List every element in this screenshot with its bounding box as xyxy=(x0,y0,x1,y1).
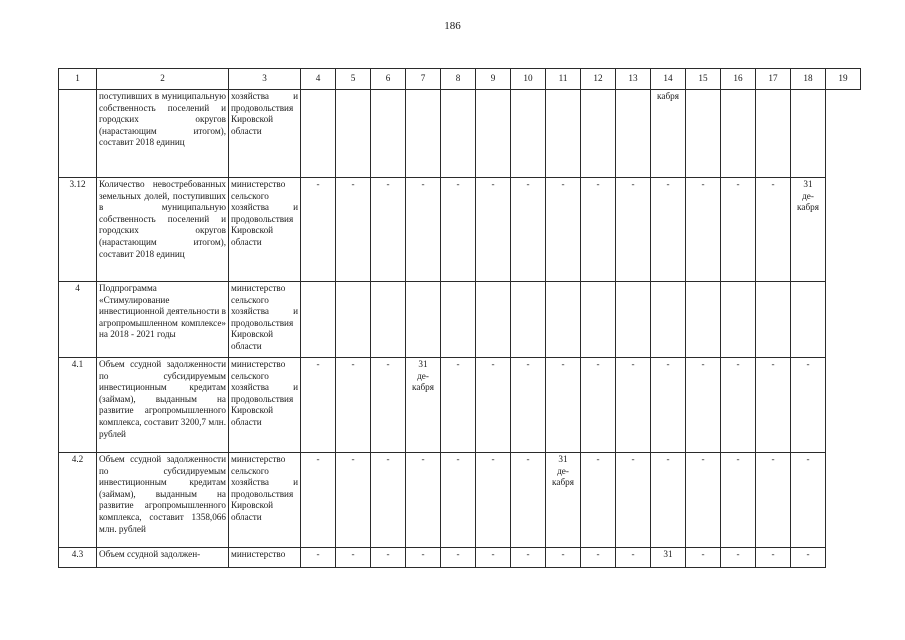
header-cell-7: 7 xyxy=(406,69,441,90)
month-cell-11: - xyxy=(546,358,581,453)
month-cell-5: - xyxy=(336,453,371,548)
month-cell-18: - xyxy=(791,548,826,568)
responsible-cell: министерство сельского хозяйства и продовольствия Кировской области xyxy=(229,358,301,453)
month-cell-15: - xyxy=(686,548,721,568)
header-cell-5: 5 xyxy=(336,69,371,90)
month-cell-16: - xyxy=(721,178,756,282)
header-cell-1: 1 xyxy=(59,69,97,90)
month-cell-7: - xyxy=(406,548,441,568)
row-number-cell: 4 xyxy=(59,282,97,358)
plan-table xyxy=(58,68,861,568)
month-cell-6 xyxy=(371,282,406,358)
month-cell-12: - xyxy=(581,453,616,548)
month-cell-5 xyxy=(336,282,371,358)
month-cell-11: 31 де- кабря xyxy=(546,453,581,548)
table-row xyxy=(59,90,861,178)
table-row xyxy=(59,548,861,568)
header-cell-11: 11 xyxy=(546,69,581,90)
page-number: 186 xyxy=(444,20,461,32)
responsible-cell: министерство сельского хозяйства и продовольствия Кировской области xyxy=(229,282,301,358)
month-cell-11 xyxy=(546,90,581,178)
month-cell-18: 31 де- кабря xyxy=(791,178,826,282)
month-cell-14: 31 xyxy=(651,548,686,568)
month-cell-11 xyxy=(546,282,581,358)
month-cell-8: - xyxy=(441,358,476,453)
responsible-cell: министерство xyxy=(229,548,301,568)
month-cell-9 xyxy=(476,282,511,358)
row-number-cell: 4.3 xyxy=(59,548,97,568)
month-cell-8 xyxy=(441,90,476,178)
table-row xyxy=(59,178,861,282)
description-cell: Количество невостребованных земельных долей, поступивших в муниципальную собственность поселений и городских округов (нарастающим итогом), составит 2018 единиц xyxy=(97,178,229,282)
month-cell-4 xyxy=(301,90,336,178)
month-cell-7: - xyxy=(406,178,441,282)
month-cell-10: - xyxy=(511,453,546,548)
month-cell-11: - xyxy=(546,178,581,282)
header-cell-2: 2 xyxy=(97,69,229,90)
month-cell-4: - xyxy=(301,178,336,282)
month-cell-15 xyxy=(686,90,721,178)
row-number-cell: 4.2 xyxy=(59,453,97,548)
month-cell-5: - xyxy=(336,358,371,453)
month-cell-13: - xyxy=(616,178,651,282)
month-cell-11: - xyxy=(546,548,581,568)
description-cell: поступивших в муниципальную собственность поселений и городских округов (нарастающим итогом), составит 2018 единиц xyxy=(97,90,229,178)
month-cell-6: - xyxy=(371,358,406,453)
row-number-cell: 4.1 xyxy=(59,358,97,453)
month-cell-14 xyxy=(651,282,686,358)
month-cell-14: - xyxy=(651,358,686,453)
month-cell-13: - xyxy=(616,358,651,453)
month-cell-17: - xyxy=(756,358,791,453)
month-cell-9: - xyxy=(476,453,511,548)
month-cell-5: - xyxy=(336,178,371,282)
responsible-cell: хозяйства и продовольствия Кировской области xyxy=(229,90,301,178)
month-cell-12 xyxy=(581,282,616,358)
header-cell-18: 18 xyxy=(791,69,826,90)
month-cell-5: - xyxy=(336,548,371,568)
month-cell-9: - xyxy=(476,548,511,568)
month-cell-6: - xyxy=(371,178,406,282)
month-cell-15: - xyxy=(686,358,721,453)
month-cell-7: - xyxy=(406,453,441,548)
month-cell-18 xyxy=(791,282,826,358)
month-cell-7: 31 де- кабря xyxy=(406,358,441,453)
month-cell-9: - xyxy=(476,358,511,453)
month-cell-15: - xyxy=(686,178,721,282)
header-cell-3: 3 xyxy=(229,69,301,90)
header-cell-9: 9 xyxy=(476,69,511,90)
header-cell-8: 8 xyxy=(441,69,476,90)
month-cell-13: - xyxy=(616,453,651,548)
month-cell-8: - xyxy=(441,178,476,282)
responsible-cell: министерство сельского хозяйства и продовольствия Кировской области xyxy=(229,453,301,548)
month-cell-6: - xyxy=(371,548,406,568)
description-cell: Подпрограмма «Стимулирование инвестиционной деятельности в агропромышленном комплексе» на 2018 - 2021 годы xyxy=(97,282,229,358)
description-cell: Объем ссудной задолженности по субсидируемым инвестиционным кредитам (займам), выданным на развитие агропромышленного комплекса, составит 1358,066 млн. рублей xyxy=(97,453,229,548)
month-cell-12: - xyxy=(581,178,616,282)
table-row xyxy=(59,282,861,358)
month-cell-17: - xyxy=(756,548,791,568)
responsible-cell: министерство сельского хозяйства и продовольствия Кировской области xyxy=(229,178,301,282)
month-cell-14: - xyxy=(651,453,686,548)
month-cell-4: - xyxy=(301,453,336,548)
month-cell-8 xyxy=(441,282,476,358)
header-cell-15: 15 xyxy=(686,69,721,90)
month-cell-16: - xyxy=(721,453,756,548)
description-cell: Объем ссудной задолженности по субсидируемым инвестиционным кредитам (займам), выданным на развитие агропромышленного комплекса, составит 3200,7 млн. рублей xyxy=(97,358,229,453)
month-cell-9 xyxy=(476,90,511,178)
month-cell-13 xyxy=(616,90,651,178)
month-cell-14: - xyxy=(651,178,686,282)
month-cell-9: - xyxy=(476,178,511,282)
month-cell-8: - xyxy=(441,453,476,548)
month-cell-16 xyxy=(721,90,756,178)
month-cell-10: - xyxy=(511,178,546,282)
header-cell-6: 6 xyxy=(371,69,406,90)
month-cell-15: - xyxy=(686,453,721,548)
month-cell-12 xyxy=(581,90,616,178)
month-cell-13 xyxy=(616,282,651,358)
header-cell-19: 19 xyxy=(826,69,861,90)
month-cell-17 xyxy=(756,90,791,178)
month-cell-17: - xyxy=(756,453,791,548)
header-cell-14: 14 xyxy=(651,69,686,90)
month-cell-17: - xyxy=(756,178,791,282)
header-cell-13: 13 xyxy=(616,69,651,90)
month-cell-14: кабря xyxy=(651,90,686,178)
row-number-cell: 3.12 xyxy=(59,178,97,282)
month-cell-18: - xyxy=(791,453,826,548)
month-cell-7 xyxy=(406,90,441,178)
plan-table-body xyxy=(59,69,861,568)
month-cell-4 xyxy=(301,282,336,358)
header-cell-17: 17 xyxy=(756,69,791,90)
month-cell-18 xyxy=(791,90,826,178)
month-cell-16: - xyxy=(721,548,756,568)
month-cell-13: - xyxy=(616,548,651,568)
row-number-cell xyxy=(59,90,97,178)
header-row xyxy=(59,69,861,90)
month-cell-6 xyxy=(371,90,406,178)
table-row xyxy=(59,358,861,453)
month-cell-8: - xyxy=(441,548,476,568)
month-cell-16 xyxy=(721,282,756,358)
header-cell-4: 4 xyxy=(301,69,336,90)
header-cell-12: 12 xyxy=(581,69,616,90)
month-cell-5 xyxy=(336,90,371,178)
month-cell-16: - xyxy=(721,358,756,453)
month-cell-7 xyxy=(406,282,441,358)
month-cell-4: - xyxy=(301,548,336,568)
description-cell: Объем ссудной задолжен- xyxy=(97,548,229,568)
month-cell-10 xyxy=(511,282,546,358)
header-cell-16: 16 xyxy=(721,69,756,90)
month-cell-4: - xyxy=(301,358,336,453)
month-cell-18: - xyxy=(791,358,826,453)
month-cell-12: - xyxy=(581,358,616,453)
month-cell-15 xyxy=(686,282,721,358)
month-cell-12: - xyxy=(581,548,616,568)
table-row xyxy=(59,453,861,548)
header-cell-10: 10 xyxy=(511,69,546,90)
month-cell-10: - xyxy=(511,548,546,568)
month-cell-10 xyxy=(511,90,546,178)
month-cell-17 xyxy=(756,282,791,358)
month-cell-6: - xyxy=(371,453,406,548)
month-cell-10: - xyxy=(511,358,546,453)
